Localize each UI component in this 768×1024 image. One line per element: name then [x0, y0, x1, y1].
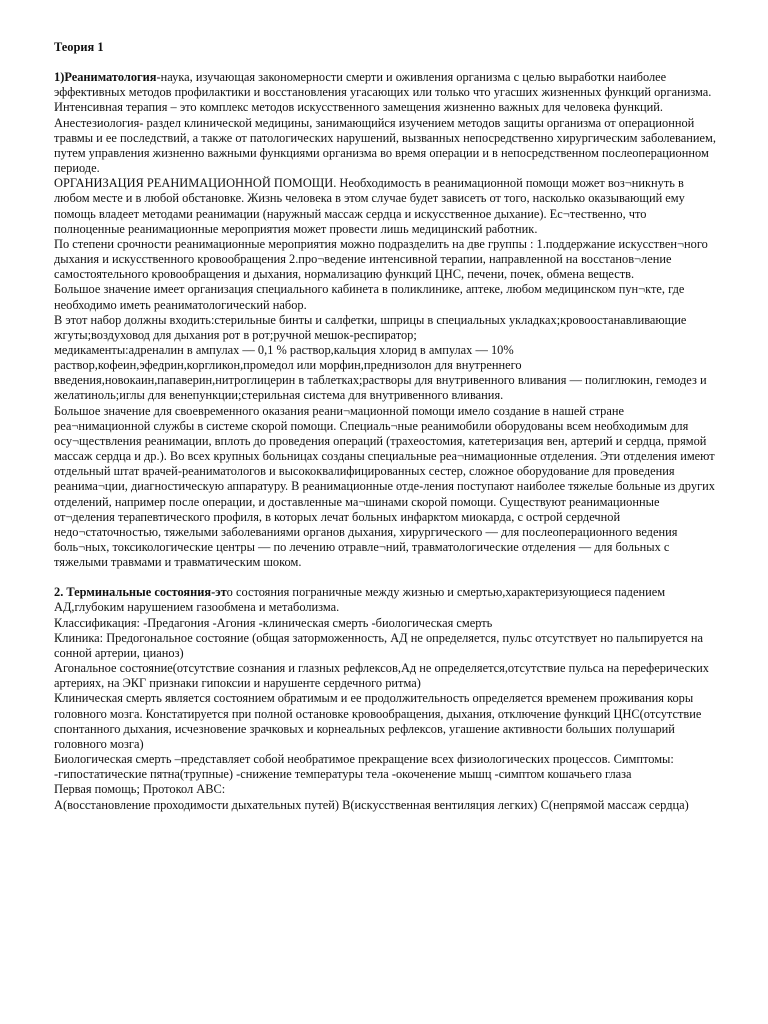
- paragraph: Интенсивная терапия – это комплекс методов искусственного замещения жизненно важных для человека функций.: [54, 100, 664, 115]
- paragraph: Большое значение имеет организация специального кабинета в поликлинике, аптеке, любом медицинском пун¬кте, где необходимо иметь реаниматологический набор.: [54, 282, 685, 312]
- paragraph: Агональное состояние(отсутствие сознания и глазных рефлексов,Ад не определяется,отсутствие пульса на переферических артериях, на ЭКГ признаки гипоксии и нарушенте сердечного ритма): [54, 661, 709, 691]
- paragraph: Классификация: -Предагония -Агония -клиническая смерть -биологическая смерть: [54, 615, 493, 630]
- paragraph: медикаменты:адреналин в ампулах — 0,1 % раствор,кальция хлорид в ампулах — 10% раствор,кофеин,эфедрин,коргликон,промедол или морфин,преднизолон для внутреннего введения,новокаин,папаверин,нитроглицерин в таблетках;растворы для внутривенного вливания — полиглюкин, гемодез и желатиноль;иглы для венепункции;стерильная система для внутривенного вливания.: [54, 342, 707, 403]
- paragraph: Биологическая смерть –представляет собой необратимое прекращение всех физиологических процессов. Симптомы: -гипостатические пятна(трупные) -снижение температуры тела -окоченение мышц -симптом кошачьего глаза: [54, 752, 674, 782]
- paragraph: В этот набор должны входить:стерильные бинты и салфетки, шприцы в специальных укладках;кровоостанавливающие жгуты;воздуховод для дыхания рот в рот;ручной мешок-респиратор;: [54, 312, 687, 342]
- paragraph: Анестезиология- раздел клинической медицины, занимающийся изучением методов защиты организма от операционной травмы и ее последствий, а также от патологических нарушений, вызванных непосредственно хирургическим заболеванием, путем управления жизненно важными функциями организма во время операции и в непосредственном послеоперационном периоде.: [54, 115, 716, 176]
- section1-heading: 1)Реаниматология: [54, 70, 157, 85]
- section-spacer: [54, 570, 718, 585]
- section2-definition: о состояния пограничные между жизнью и смертью,характеризующиеся падением АД,глубоким нарушением газообмена и метаболизма.: [54, 585, 666, 615]
- section2-heading: 2. Терминальные состояния: [54, 585, 212, 600]
- section1-definition: -наука, изучающая закономерности смерти и оживления организма с целью выработки наиболее эффективных методов профилактики и восстановления угасающих или только что угасших жизненных функций организма.: [54, 70, 712, 100]
- page-title: Теория 1: [54, 40, 104, 54]
- paragraph: Клиника: Предогональное состояние (общая заторможенность, АД не определяется, пульс отсутствует но пальпируется на сонной артерии, цианоз): [54, 630, 704, 660]
- section2-intro: [54, 585, 718, 615]
- paragraph: По степени срочности реанимационные мероприятия можно подразделить на две группы : 1.поддержание искусствен¬ного дыхания и искусственного кровообращения 2.про¬ведение интенсивной терапии, направленной на восстанов¬ление самостоятельного кровообращения и дыхания, нормализацию функций ЦНС, печени, почек, обмена веществ.: [54, 236, 708, 282]
- paragraph: Клиническая смерть является состоянием обратимым и ее продолжительность определяется временем проживания коры головного мозга. Констатируется при полной остановке кровообращения, дыхания, отключение функций ЦНС(отсутствие спонтанного дыхания, исчезновение зрачковых и корнеальных рефлексов, угашение активности больших полушарий головного мозга): [54, 691, 702, 751]
- paragraph: ОРГАНИЗАЦИЯ РЕАНИМАЦИОННОЙ ПОМОЩИ. Необходимость в реанимационной помощи может воз¬никнуть в любом месте и в любой обстановке. Жизнь человека в этом случае будет зависеть от того, насколько оказывающий ему помощь владеет методами реанимации (наружный массаж сердца и искусственное дыхание). Ес¬тественно, что полноценные реанимационные мероприятия может провести лишь медицинский работник.: [54, 176, 685, 236]
- section2-heading-tail: -эт: [211, 585, 227, 600]
- paragraph: Большое значение для своевременного оказания реани¬мационной помощи имело создание в нашей стране реа¬нимационной службы в системе скорой помощи. Специаль¬ные реанимобили оборудованы всем необходимым для осу¬ществления реанимации, вплоть до проведения операций (трахеостомия, катетеризация вен, артерий и сердца, прямой массаж сердца и др.). Во всех крупных больницах созданы специальные реа¬нимационные отделения. Эти отделения имеют отдельный штат врачей-реаниматологов и высококвалифицированных сестер, сложное оборудование для проведения реанима¬ции, диагностическую аппаратуру. В реанимационные отде-ления поступают наиболее тяжелые больные из других отделений, например после операции, и доставленные ма¬шинами скорой помощи. Существуют реанимационные от¬деления терапевтического профиля, в которых лечат больных инфарктом миокарда, с острой сердечной недо¬статочностью, тяжелыми заболеваниями органов дыхания, хирургического — для послеоперационного ведения боль¬ных, токсикологические центры — по лечению отравле¬ний, травматологические отделения — для больных с тяжелыми травмами и травматическим шоком.: [54, 403, 715, 570]
- paragraph: А(восстановление проходимости дыхательных путей) B(искусственная вентиляция легких) C(непрямой массаж сердца): [54, 797, 689, 812]
- paragraph: Первая помощь; Протокол ABC:: [54, 782, 226, 797]
- section1-intro: [54, 70, 718, 100]
